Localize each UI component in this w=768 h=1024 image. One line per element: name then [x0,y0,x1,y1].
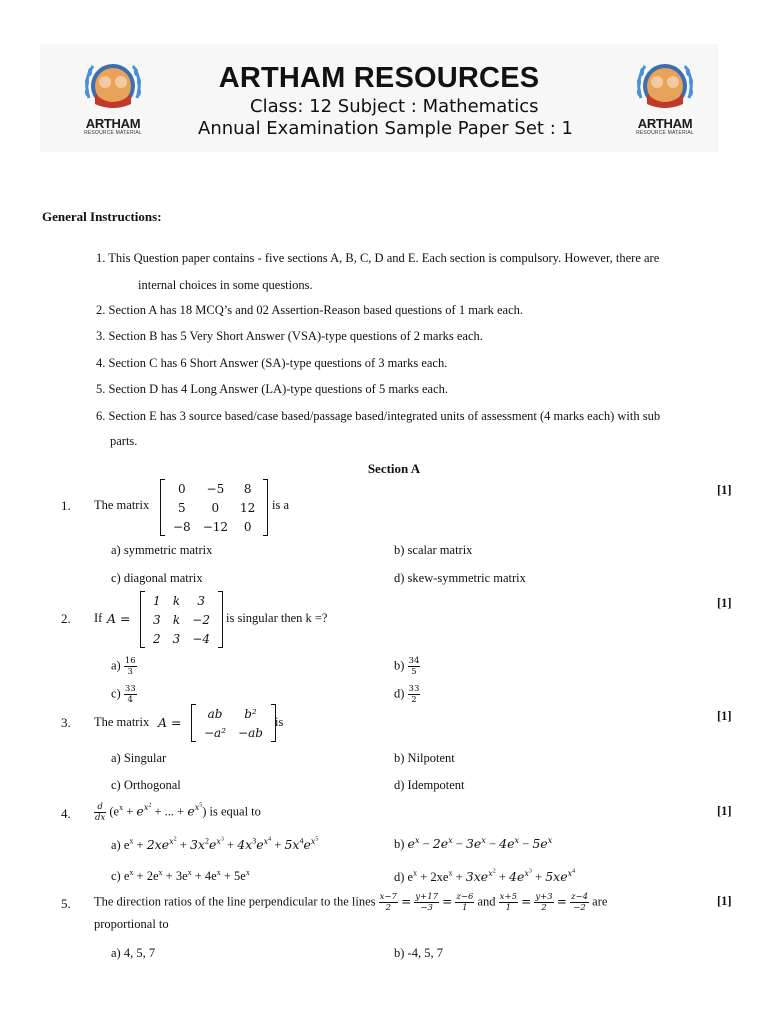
matrix-cell: −5 [206,481,225,496]
instruction-item: 5. Section D has 4 Long Answer (LA)-type questions of 5 marks each. [96,382,449,396]
option-b: b) Nilpotent [394,751,455,765]
section-title: Section A [367,461,421,476]
matrix-cell: 12 [240,500,256,515]
matrix-cell: 0 [178,481,186,496]
matrix-cell: k [172,612,181,627]
option-d: d) $\frac{33}{2}$ [394,684,420,705]
instruction-item: parts. [110,434,138,448]
instruction-item: 6. Section E has 3 source based/case based/passage based/integrated units of assessment (4 marks each) with sub [96,409,661,423]
logo-sub-text: RESOURCE MATERIAL [636,130,694,136]
option-a: a) symmetric matrix [111,543,213,557]
exam-set-line: Annual Examination Sample Paper Set : 1 [198,118,573,139]
matrix-cell: 8 [243,481,252,496]
question-number: 2. [61,611,71,626]
fraction: $\frac{x-7}{2}$ [379,892,397,913]
instruction-item: 3. Section B has 5 Very Short Answer (VSA)-type questions of 2 marks each. [96,329,483,343]
page-title: ARTHAM RESOURCES [218,62,540,94]
fraction: $\frac{34}{5}$ [408,656,420,677]
fraction: $\frac{y+3}{2}$ [535,892,553,913]
marks-label: [1] [717,804,732,818]
option-d: d) Idempotent [394,778,465,792]
option-c: c) diagonal matrix [111,571,203,585]
option-b: b) $e^x - 2e^x - 3e^x - 4e^x - 5e^x$ [394,836,553,852]
option-a: a) 4, 5, 7 [111,946,156,960]
fraction: $\frac{33}{2}$ [408,684,420,705]
class-subject-line: Class: 12 Subject : Mathematics [250,96,539,117]
matrix-variable: A = [107,611,131,626]
question-text: The direction ratios of the line perpendicular to the lines $\frac{x-7}{2}$ = $\frac{y+17}{-3}$ = $\frac{z-6}{1}$ and $\frac{x+5}{1}$ = $\frac{y+3}{2}$ = $\frac{z-4}{-2}$ are [94,892,608,913]
option-a: a) $\frac{16}{3}$ [111,656,136,677]
matrix-cell: −a² [204,725,227,740]
question-text: The matrix [94,715,150,729]
option-c: c) $\frac{33}{4}$ [111,684,136,705]
question-matrix [160,479,268,536]
fraction: $\frac{16}{3}$ [124,656,136,677]
artham-logo [630,58,700,138]
option-d: d) $e^x + 2xe^x + 3xe^{x^2} + 4e^{x^3} + 5xe^{x^4}$ [394,868,576,884]
marks-label: [1] [717,709,732,723]
matrix-cell: −8 [173,519,191,534]
option-c: c) $e^x + 2e^x + 3e^x + 4e^x + 5e^x$ [111,868,250,884]
matrix-cell: 3 [197,593,205,608]
option-c: c) Orthogonal [111,778,181,792]
marks-label: [1] [717,483,732,497]
matrix-cell: ab [207,706,223,721]
matrix-cell: −12 [202,519,229,534]
question-text: The matrix [94,498,150,512]
matrix-cell: −2 [192,612,210,627]
derivative-operator: $\frac{d}{dx}$ [95,802,106,823]
question-number: 4. [61,806,71,821]
instruction-item: 4. Section C has 6 Short Answer (SA)-type questions of 3 marks each. [96,356,448,370]
question-text: If [94,611,103,625]
matrix-cell: 3 [172,631,181,646]
question-text: $\frac{d}{dx}$ ($e^x + e^{x^2}$ + ... + $e^{x^5}$) is equal to [95,802,261,823]
fraction: $\frac{x+5}{1}$ [499,892,517,913]
matrix-cell: 5 [178,500,186,515]
logo-brand-text: ARTHAM [637,116,693,131]
instructions-heading: General Instructions: [42,209,162,224]
matrix-cell: −4 [192,631,210,646]
matrix-cell: 3 [153,612,161,627]
option-b: b) $\frac{34}{5}$ [394,656,420,677]
matrix-cell: 1 [153,593,161,608]
question-text: proportional to [94,917,169,931]
matrix-cell: −ab [238,725,263,740]
logo-brand-text: ARTHAM [85,116,141,131]
matrix-cell: 0 [211,500,220,515]
option-d: d) skew-symmetric matrix [394,571,526,585]
matrix-cell: k [172,593,181,608]
question-matrix [191,704,276,742]
instruction-item: internal choices in some questions. [138,278,313,292]
matrix-variable: A = [158,715,182,730]
option-a: a) Singular [111,751,167,765]
matrix-cell: 2 [153,631,161,646]
option-b: b) scalar matrix [394,543,473,557]
fraction: $\frac{z-4}{-2}$ [570,892,588,913]
option-b: b) -4, 5, 7 [394,946,443,960]
question-text: is [275,715,284,729]
matrix-cell: b² [244,706,257,721]
question-matrix [140,591,223,648]
question-number: 3. [61,715,71,730]
question-text: is singular then k =? [226,611,328,625]
marks-label: [1] [717,894,732,908]
header-banner [40,44,718,152]
question-number: 1. [61,498,71,513]
instruction-item: 1. This Question paper contains - five sections A, B, C, D and E. Each section is compulsory. However, there are [96,251,660,265]
option-a: a) $e^x + 2xe^{x^2} + 3x^2e^{x^3} + 4x^3e^{x^4} + 5x^4e^{x^5}$ [111,836,319,852]
question-number: 5. [61,896,71,911]
fraction: $\frac{y+17}{-3}$ [415,892,439,913]
marks-label: [1] [717,596,732,610]
logo-sub-text: RESOURCE MATERIAL [84,130,142,136]
matrix-cell: 0 [243,519,252,534]
fraction: $\frac{z-6}{1}$ [456,892,474,913]
fraction: $\frac{33}{4}$ [124,684,136,705]
instruction-item: 2. Section A has 18 MCQ’s and 02 Assertion-Reason based questions of 1 mark each. [96,303,524,317]
question-text: is a [272,498,290,512]
laurel-wreath-icon [633,58,697,120]
